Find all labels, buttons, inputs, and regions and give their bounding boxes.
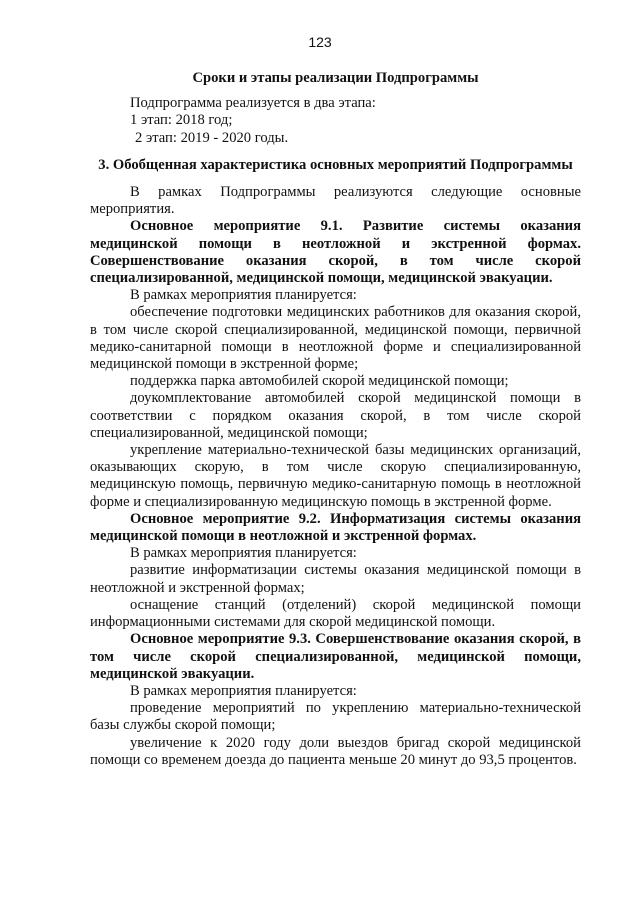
section-intro: В рамках Подпрограммы реализуются следующие основные мероприятия. — [90, 184, 581, 218]
stage-1: 1 этап: 2018 год; — [130, 112, 233, 129]
stage-2: 2 этап: 2019 - 2020 годы. — [135, 129, 289, 146]
measure-item: развитие информатизации системы оказания медицинской помощи в неотложной и экстренной формах; — [90, 562, 581, 596]
measure-item: укрепление материально-технической базы медицинских организаций, оказывающих скорую, в том числе скорую специализированную, медицинскую помощь, первичную медико-санитарную помощь в неотложной форме и специализированную медицинскую помощь в экстренной форме. — [90, 442, 581, 510]
planned-intro: В рамках мероприятия планируется: — [130, 287, 357, 304]
measure-item: поддержка парка автомобилей скорой медицинской помощи; — [130, 373, 509, 390]
document-body — [90, 70, 581, 769]
measure-title: Основное мероприятие 9.1. Развитие системы оказания медицинской помощи в неотложной и экстренной формах. Совершенствование оказания скорой, в том числе скорой специализированной, медицинской помощи, медицинской эвакуации. — [90, 218, 581, 287]
measure-title: Основное мероприятие 9.3. Совершенствование оказания скорой, в том числе скорой специализированной, медицинской помощи, медицинской эвакуации. — [90, 631, 581, 682]
section-title: 3. Обобщенная характеристика основных мероприятий Подпрограммы — [98, 156, 573, 173]
measure-item: доукомплектование автомобилей скорой медицинской помощи в соответствии с порядком оказания скорой, в том числе скорой специализированной, медицинской помощи; — [90, 390, 581, 441]
measure-item: увеличение к 2020 году доли выездов бригад скорой медицинской помощи со временем доезда до пациента меньше 20 минут до 93,5 процентов. — [90, 734, 581, 768]
measure-item: проведение мероприятий по укреплению материально-технической базы службы скорой помощи; — [90, 700, 581, 734]
measure-title: Основное мероприятие 9.2. Информатизация системы оказания медицинской помощи в неотложной и экстренной формах. — [90, 510, 581, 545]
measure-item: обеспечение подготовки медицинских работников для оказания скорой, в том числе скорой специализированной, медицинской помощи, первичной медико-санитарной помощи в неотложной форме и специализированной медицинской помощи в экстренной форме; — [90, 304, 581, 373]
stages-intro: Подпрограмма реализуется в два этапа: — [130, 95, 376, 112]
planned-intro: В рамках мероприятия планируется: — [130, 545, 357, 562]
measure-item: оснащение станций (отделений) скорой медицинской помощи информационными системами для скорой медицинской помощи. — [90, 596, 581, 631]
planned-intro: В рамках мероприятия планируется: — [130, 682, 357, 699]
page-number: 123 — [308, 34, 332, 50]
stages-title: Сроки и этапы реализации Подпрограммы — [192, 70, 479, 86]
